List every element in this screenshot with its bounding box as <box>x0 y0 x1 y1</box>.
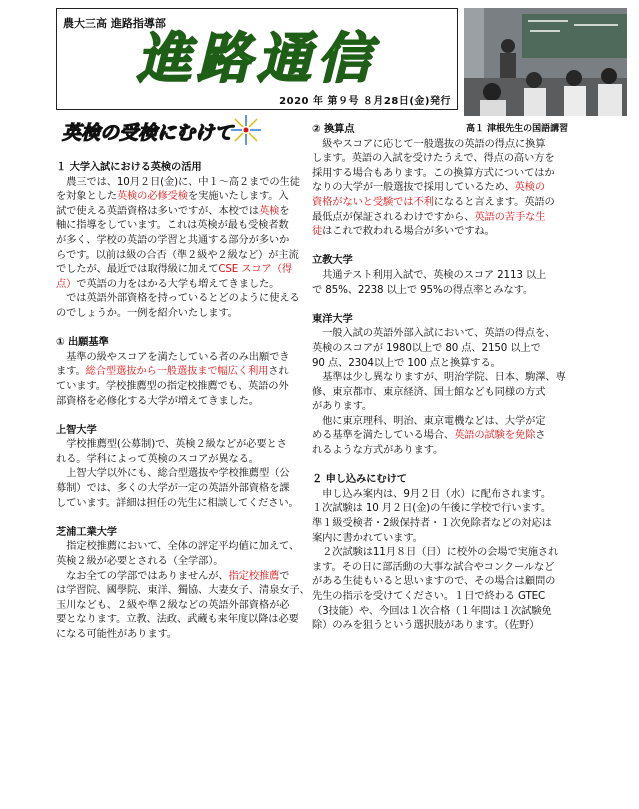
subsection-heading: ① 出願基準 <box>56 336 109 349</box>
paragraph-line: れるような方式があります。 <box>312 444 444 457</box>
paragraph-line: 修、東京都市、東京経済、国士館なども同様の方式 <box>312 385 546 398</box>
paragraph-line: １次試験は 10 月２日(金)の午後に学校で行います。 <box>312 502 552 515</box>
paragraph-line: 上智大学以外にも、総合型選抜や学校推薦型（公 <box>66 467 290 480</box>
paragraph-line: ２次試験は11月８日（日）に校外の会場で実施され <box>322 546 559 559</box>
paragraph-line: 徒はこれで救われる場合が多いですね。 <box>312 225 495 238</box>
paragraph-line: 試で使える英語資格は多いですが、本校では英検を <box>56 204 290 217</box>
paragraph-line: 指定校推薦において、全体の評定平均値に加えて、 <box>66 540 300 553</box>
right-column <box>312 122 632 633</box>
paragraph-line: では英語外部資格を持っているとどのように使える <box>66 292 300 305</box>
paragraph-line: ます。総合型選抜から一般選抜まで幅広く利用され <box>56 365 289 378</box>
paragraph-line: れる。学科によって英検のスコアが異なる。 <box>56 452 259 465</box>
paragraph-line: （3技能）や、今回は１次合格（１年間は１次試験免 <box>312 604 552 617</box>
paragraph-line: 一般入試の英語外部入試において、英語の得点を、 <box>322 327 556 340</box>
subsection-heading: ② 換算点 <box>312 123 355 135</box>
newsletter-logo <box>57 21 457 91</box>
paragraph-line: が多く、学校の英語の学習と共通する部分が多いか <box>56 233 290 246</box>
paragraph-line: しています。詳細は担任の先生に相談してください。 <box>56 496 299 509</box>
paragraph-line: を対象とした英検の必修受検を実施いたします。入 <box>56 190 289 203</box>
paragraph-line: のでしょうか。一例を紹介いたします。 <box>56 306 238 319</box>
paragraph-line: 最低点が保証されるわけですから、英語の苦手な生 <box>312 210 546 223</box>
paragraph-line: 玉川なども、２級や準２級などの英語外部資格が必 <box>56 598 290 611</box>
section-heading: ２ 申し込みにむけて <box>312 473 407 486</box>
paragraph-line: になる可能性があります。 <box>56 628 177 640</box>
paragraph-line: でしたが、最近では取得級に加えてCSE スコア（得 <box>56 263 292 276</box>
paragraph-line: なお全ての学部ではありませんが、指定校推薦で <box>66 569 290 582</box>
university-name: 東洋大学 <box>312 312 353 325</box>
university-name: 上智大学 <box>56 423 97 436</box>
paragraph-line: 級やスコアに応じて一般選抜の英語の得点に換算 <box>322 137 546 150</box>
paragraph-line: 募制）では、多くの大学が一定の英語外部資格を課 <box>56 482 290 495</box>
paragraph-line: 他に東京理科、明治、東京電機などは、大学が定 <box>322 414 546 427</box>
paragraph-line: 部資格を必修化する大学が増えてきました。 <box>56 394 259 407</box>
paragraph-line: 英検のスコアが 1980以上で 80 点、2150 以上で <box>312 341 541 354</box>
paragraph-line: 90 点、2304以上で 100 点と換算する。 <box>312 356 501 369</box>
paragraph-line: 除）のみを狙うという選択肢があります。（佐野） <box>312 619 540 632</box>
paragraph-line: 軸に指導をしています。これは英検が最も受検者数 <box>56 219 289 232</box>
paragraph-line: は学習院、國學院、東洋、獨協、大妻女子、清泉女子、 <box>56 584 310 597</box>
paragraph-line: 英検２級が必要とされる（全学部）。 <box>56 555 224 568</box>
photo-caption: 高１ 津根先生の国語講習 <box>466 124 569 134</box>
paragraph-line: 農三では、10月２日(金)に、中１～高２までの生徒 <box>66 175 300 188</box>
masthead <box>56 8 458 110</box>
issue-info: 2020 年 第９号 ８月28日(金)発行 <box>279 96 451 107</box>
paragraph-line: があります。 <box>312 400 373 413</box>
paragraph-line: で 85%、2238 以上で 95%の得点率とみなす。 <box>312 283 534 296</box>
paragraph-line: ます。その日に部活動の大事な試合やコンクールなど <box>312 560 555 573</box>
school-department: 農大三高 進路指導部 <box>63 17 166 30</box>
paragraph-line: ています。学校推薦型の指定校推薦でも、英語の外 <box>56 379 289 392</box>
paragraph-line: します。英語の入試を受けたうえで、得点の高い方を <box>312 152 555 165</box>
paragraph-line: 基準の級やスコアを満たしている者のみ出願でき <box>66 350 290 363</box>
university-name: 芝浦工業大学 <box>56 525 117 538</box>
paragraph-line: 基準は少し異なりますが、明治学院、日本、駒澤、専 <box>322 371 566 384</box>
paragraph-line: 学校推薦型(公募制)で、英検２級などが必要とさ <box>66 438 287 451</box>
left-column <box>56 160 310 642</box>
paragraph-line: める基準を満たしている場合、英語の試験を免除さ <box>312 429 546 442</box>
paragraph-line: 共通テスト利用入試で、英検のスコア 2113 以上 <box>322 268 547 281</box>
feature-title: 英検の受検にむけて <box>62 122 234 144</box>
paragraph-line: がある生徒もいると思いますので、その場合は顧問の <box>312 575 556 588</box>
paragraph-line: 申し込み案内は、9月２日（水）に配布されます。 <box>322 487 551 500</box>
newsletter-title: 進路通信 <box>137 27 377 90</box>
paragraph-line: 要となります。立教、法政、武蔵も来年度以降は必要 <box>56 613 299 626</box>
paragraph-line: 案内に書かれています。 <box>312 531 423 544</box>
paragraph-line: らです。以前は級の合否（準２級や２級など）が主流 <box>56 248 299 261</box>
feature-heading <box>60 112 266 152</box>
paragraph-line: 準１級受検者・2級保持者・１次免除者などの対応は <box>312 517 552 530</box>
paragraph-line: 採用する場合もあります。この換算方式についてはか <box>312 166 555 179</box>
paragraph-line: なりの大学が一般選抜で採用しているため、英検の <box>312 181 545 194</box>
fireworks-icon <box>231 115 261 145</box>
university-name: 立教大学 <box>312 254 353 267</box>
paragraph-line: 先生の指示を受けてください。１日で終わる GTEC <box>312 590 546 602</box>
section-heading: １ 大学入試における英検の活用 <box>56 161 202 173</box>
paragraph-line: 資格がないと受験では不利になると言えます。英語の <box>312 195 555 208</box>
paragraph-line: 点）で英語の力をはかる大学も増えてきました。 <box>56 277 280 290</box>
classroom-photo <box>464 8 627 116</box>
